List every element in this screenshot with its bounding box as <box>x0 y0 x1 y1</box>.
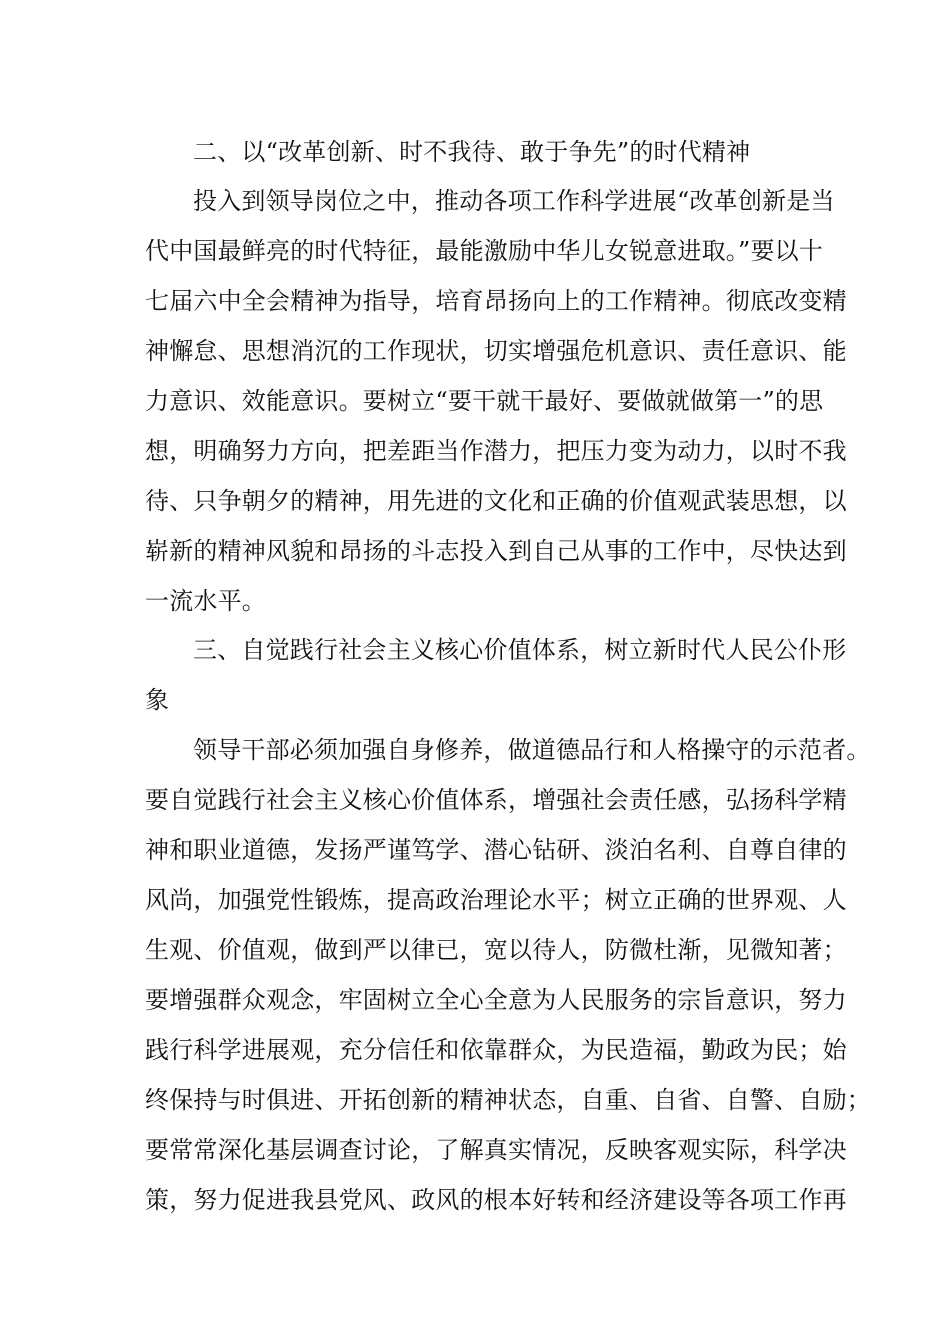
paragraph-line: 崭新的精神风貌和昂扬的斗志投入到自己从事的工作中，尽快达到 <box>145 537 847 565</box>
paragraph-line: 践行科学进展观，充分信任和依靠群众，为民造福，勤政为民；始 <box>145 1036 847 1064</box>
paragraph-line: 领导干部必须加强自身修养，做道德品行和人格操守的示范者。 <box>193 736 871 764</box>
paragraph-line: 要常常深化基层调查讨论，了解真实情况，反映客观实际，科学决 <box>145 1136 847 1164</box>
paragraph-line: 想，明确努力方向，把差距当作潜力，把压力变为动力，以时不我 <box>145 437 847 465</box>
paragraph-line: 代中国最鲜亮的时代特征，最能激励中华儿女锐意进取。”要以十 <box>145 237 824 265</box>
paragraph-line: 七届六中全会精神为指导，培育昂扬向上的工作精神。彻底改变精 <box>145 287 847 315</box>
section-heading-3-continuation: 象 <box>145 686 170 714</box>
paragraph-line: 一流水平。 <box>145 587 266 615</box>
paragraph-line: 神和职业道德，发扬严谨笃学、潜心钻研、淡泊名利、自尊自律的 <box>145 836 847 864</box>
paragraph-line: 风尚，加强党性锻炼，提高政治理论水平；树立正确的世界观、人 <box>145 886 847 914</box>
paragraph-line: 要自觉践行社会主义核心价值体系，增强社会责任感，弘扬科学精 <box>145 786 847 814</box>
section-heading-3: 三、自觉践行社会主义核心价值体系，树立新时代人民公仆形 <box>193 636 847 664</box>
paragraph-line: 生观、价值观，做到严以律已，宽以待人，防微杜渐，见微知著； <box>145 936 847 964</box>
paragraph-line: 力意识、效能意识。要树立“要干就干最好、要做就做第一”的思 <box>145 387 824 415</box>
paragraph-line: 终保持与时俱进、开拓创新的精神状态，自重、自省、自警、自励； <box>145 1086 871 1114</box>
paragraph-line: 要增强群众观念，牢固树立全心全意为人民服务的宗旨意识，努力 <box>145 986 847 1014</box>
paragraph-line: 待、只争朝夕的精神，用先进的文化和正确的价值观武装思想，以 <box>145 487 847 515</box>
paragraph-line: 投入到领导岗位之中，推动各项工作科学进展“改革创新是当 <box>193 187 835 215</box>
paragraph-line: 策，努力促进我县党风、政风的根本好转和经济建设等各项工作再 <box>145 1186 847 1214</box>
paragraph-line: 神懈怠、思想消沉的工作现状，切实增强危机意识、责任意识、能 <box>145 337 847 365</box>
section-heading-2: 二、以“改革创新、时不我待、敢于争先”的时代精神 <box>193 138 751 166</box>
